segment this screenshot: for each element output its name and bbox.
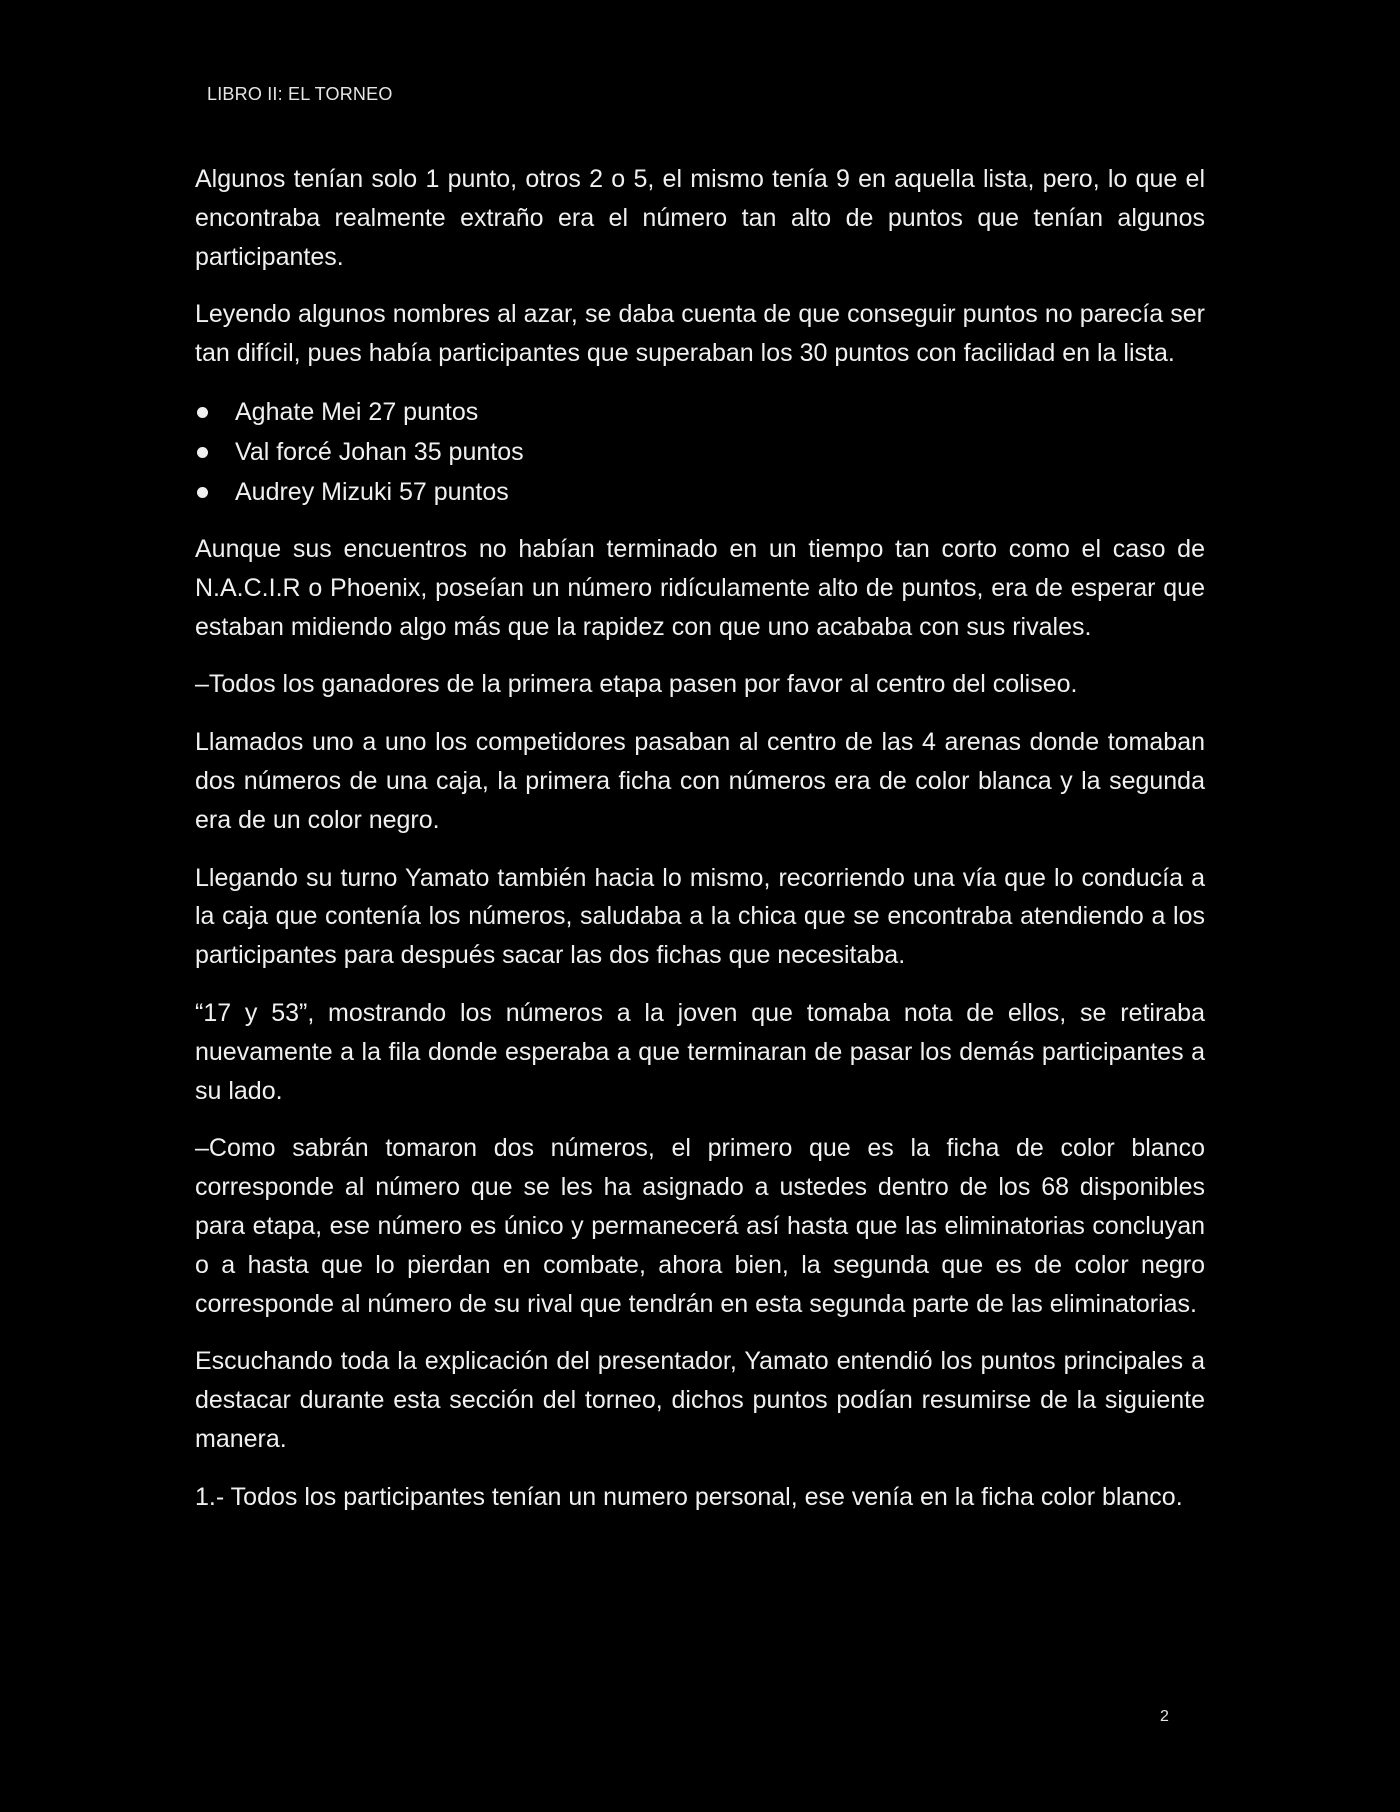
paragraph: Leyendo algunos nombres al azar, se daba cuenta de que conseguir puntos no parecía ser tan difícil, pues había participantes que superaban los 30 puntos con facilidad en la lista.	[195, 300, 1205, 368]
list-item	[195, 432, 1205, 472]
dialogue-paragraph: –Como sabrán tomaron dos números, el primero que es la ficha de color blanco corresponde al número que se les ha asignado a ustedes dentro de los 68 disponibles para etapa, ese número es único y permanecerá así hasta que las eliminatorias concluyan o a hasta que lo pierdan en combate, ahora bien, la segunda que es de color negro corresponde al número de su rival que tendrán en esta segunda parte de las eliminatorias.	[195, 1134, 1205, 1318]
paragraph: Escuchando toda la explicación del presentador, Yamato entendió los puntos principales a destacar durante esta sección del torneo, dichos puntos podían resumirse de la siguiente manera.	[195, 1347, 1205, 1453]
bullet-icon	[197, 487, 208, 498]
bullet-icon	[197, 447, 208, 458]
paragraph: Aunque sus encuentros no habían terminado en un tiempo tan corto como el caso de N.A.C.I.R o Phoenix, poseían un número ridículamente alto de puntos, era de esperar que estaban midiendo algo más que la rapidez con que uno acababa con sus rivales.	[195, 534, 1205, 641]
paragraph: Algunos tenían solo 1 punto, otros 2 o 5, el mismo tenía 9 en aquella lista, pero, lo que el encontraba realmente extraño era el número tan alto de puntos que tenían algunos participantes.	[195, 165, 1205, 271]
list-item-text: Aghate Mei 27 puntos	[235, 397, 479, 426]
dialogue-line: –Todos los ganadores de la primera etapa pasen por favor al centro del coliseo.	[195, 670, 1078, 699]
list-item	[195, 392, 1205, 432]
numbered-point: 1.- Todos los participantes tenían un numero personal, ese venía en la ficha color blanco.	[195, 1482, 1183, 1511]
list-item-text: Audrey Mizuki 57 puntos	[235, 477, 509, 506]
paragraph: Llamados uno a uno los competidores pasaban al centro de las 4 arenas donde tomaban dos números de una caja, la primera ficha con números era de color blanca y la segunda era de un color negro.	[195, 728, 1205, 834]
bullet-icon	[197, 407, 208, 418]
list-item	[195, 472, 1205, 512]
running-header: LIBRO II: EL TORNEO	[207, 84, 393, 104]
paragraph: “17 y 53”, mostrando los números a la joven que tomaba nota de ellos, se retiraba nuevamente a la fila donde esperaba a que terminaran de pasar los demás participantes a su lado.	[195, 998, 1205, 1105]
bullet-list	[195, 392, 1205, 512]
page-number: 2	[1160, 1708, 1169, 1725]
page-body	[195, 160, 1205, 1536]
paragraph: Llegando su turno Yamato también hacia lo mismo, recorriendo una vía que lo conducía a la caja que contenía los números, saludaba a la chica que se encontraba atendiendo a los participantes para después sacar las dos fichas que necesitaba.	[195, 863, 1205, 970]
list-item-text: Val forcé Johan 35 puntos	[235, 437, 524, 466]
